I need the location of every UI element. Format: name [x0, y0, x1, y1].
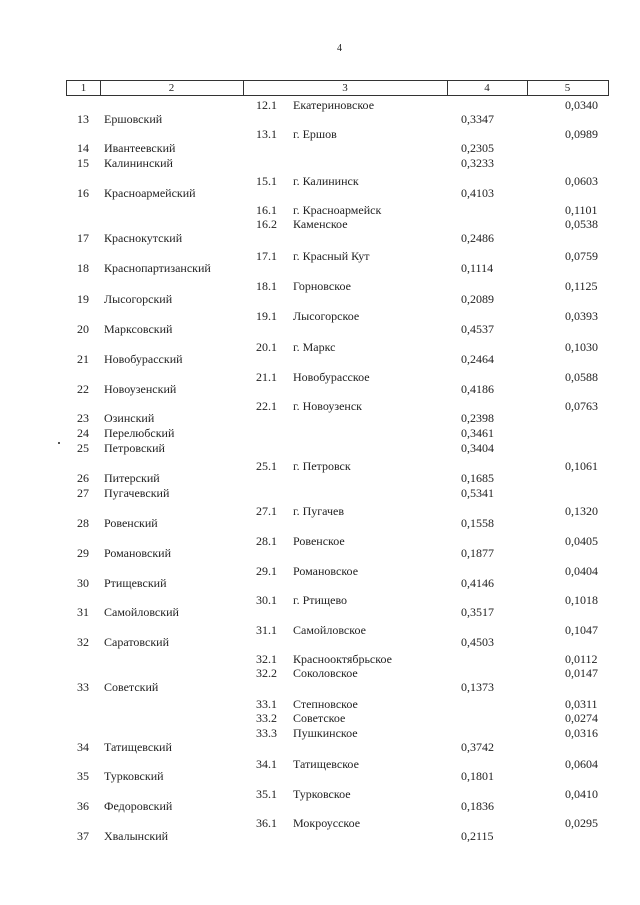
settlement-coefficient: 0,1061 [565, 459, 598, 473]
header-col-2: 2 [168, 82, 175, 94]
district-name: Краснокутский [104, 231, 183, 245]
district-coefficient: 0,5341 [461, 486, 494, 500]
settlement-coefficient: 0,0989 [565, 127, 598, 141]
district-name: Пугачевский [104, 486, 170, 500]
district-coefficient: 0,3404 [461, 441, 494, 455]
district-number: 14 [77, 141, 89, 155]
settlement-number: 31.1 [256, 623, 277, 637]
settlement-name: Екатериновское [293, 98, 375, 112]
district-coefficient: 0,2398 [461, 411, 494, 425]
settlement-coefficient: 0,0405 [565, 534, 598, 548]
scan-speck [58, 442, 60, 444]
district-number: 34 [77, 740, 89, 754]
settlement-name: г. Красноармейск [293, 203, 382, 217]
settlement-coefficient: 0,0404 [565, 564, 598, 578]
settlement-name: Самойловское [293, 623, 366, 637]
settlement-name: Татищевское [293, 757, 359, 771]
district-name: Озинский [104, 411, 155, 425]
district-number: 30 [77, 576, 89, 590]
district-number: 20 [77, 322, 89, 336]
settlement-name: г. Ершов [293, 127, 337, 141]
settlement-number: 16.1 [256, 203, 277, 217]
district-name: Федоровский [104, 799, 173, 813]
settlement-number: 15.1 [256, 174, 277, 188]
settlement-coefficient: 0,0604 [565, 757, 598, 771]
settlement-number: 33.2 [256, 711, 277, 725]
settlement-name: г. Калининск [293, 174, 359, 188]
district-coefficient: 0,1373 [461, 680, 494, 694]
settlement-coefficient: 0,1320 [565, 504, 598, 518]
settlement-number: 33.3 [256, 726, 277, 740]
district-number: 26 [77, 471, 89, 485]
district-name: Петровский [104, 441, 165, 455]
settlement-name: Соколовское [293, 666, 358, 680]
settlement-coefficient: 0,0393 [565, 309, 598, 323]
settlement-name: Пушкинское [293, 726, 358, 740]
settlement-name: Краснооктябрьское [293, 652, 392, 666]
settlement-name: г. Петровск [293, 459, 351, 473]
settlement-number: 28.1 [256, 534, 277, 548]
settlement-number: 22.1 [256, 399, 277, 413]
header-col-4: 4 [484, 82, 490, 94]
settlement-number: 25.1 [256, 459, 277, 473]
district-coefficient: 0,3461 [461, 426, 494, 440]
district-coefficient: 0,2089 [461, 292, 494, 306]
district-number: 22 [77, 382, 89, 396]
district-coefficient: 0,2486 [461, 231, 494, 245]
district-name: Новоузенский [104, 382, 177, 396]
district-number: 36 [77, 799, 89, 813]
district-name: Ивантеевский [104, 141, 176, 155]
settlement-number: 16.2 [256, 217, 277, 231]
settlement-coefficient: 0,1101 [565, 203, 598, 217]
district-number: 18 [77, 261, 89, 275]
district-number: 13 [77, 112, 89, 126]
settlement-number: 34.1 [256, 757, 277, 771]
settlement-number: 29.1 [256, 564, 277, 578]
district-number: 29 [77, 546, 89, 560]
district-number: 25 [77, 441, 89, 455]
settlement-name: Лысогорское [293, 309, 360, 323]
page-number: 4 [337, 43, 342, 54]
settlement-name: г. Ртищево [293, 593, 348, 607]
settlement-coefficient: 0,0316 [565, 726, 598, 740]
settlement-number: 21.1 [256, 370, 277, 384]
district-number: 16 [77, 186, 89, 200]
header-col-5: 5 [564, 82, 571, 94]
district-number: 21 [77, 352, 89, 366]
district-coefficient: 0,2464 [461, 352, 494, 366]
district-number: 37 [77, 829, 89, 843]
settlement-number: 32.1 [256, 652, 277, 666]
district-name: Самойловский [104, 605, 179, 619]
district-name: Перелюбский [104, 426, 175, 440]
district-name: Марксовский [104, 322, 173, 336]
district-number: 28 [77, 516, 89, 530]
settlement-coefficient: 0,1125 [565, 279, 598, 293]
settlement-name: Каменское [293, 217, 348, 231]
district-number: 23 [77, 411, 89, 425]
district-number: 35 [77, 769, 89, 783]
settlement-coefficient: 0,1018 [565, 593, 598, 607]
settlement-name: Горновское [293, 279, 351, 293]
settlement-coefficient: 0,0147 [565, 666, 598, 680]
settlement-coefficient: 0,0410 [565, 787, 598, 801]
settlement-coefficient: 0,0763 [565, 399, 598, 413]
district-name: Хвалынский [104, 829, 169, 843]
district-number: 15 [77, 156, 89, 170]
district-coefficient: 0,1877 [461, 546, 494, 560]
settlement-name: Советское [293, 711, 346, 725]
district-name: Ершовский [104, 112, 163, 126]
district-coefficient: 0,3517 [461, 605, 494, 619]
district-name: Ровенский [104, 516, 158, 530]
settlement-name: г. Красный Кут [293, 249, 370, 263]
settlement-number: 32.2 [256, 666, 277, 680]
settlement-number: 30.1 [256, 593, 277, 607]
settlement-coefficient: 0,0295 [565, 816, 598, 830]
settlement-number: 17.1 [256, 249, 277, 263]
district-name: Советский [104, 680, 159, 694]
district-number: 32 [77, 635, 89, 649]
district-coefficient: 0,1114 [461, 261, 494, 275]
district-coefficient: 0,4103 [461, 186, 494, 200]
settlement-number: 19.1 [256, 309, 277, 323]
settlement-number: 20.1 [256, 340, 277, 354]
district-number: 33 [77, 680, 89, 694]
district-coefficient: 0,3233 [461, 156, 494, 170]
settlement-coefficient: 0,0759 [565, 249, 598, 263]
settlement-name: г. Новоузенск [293, 399, 363, 413]
settlement-number: 18.1 [256, 279, 277, 293]
district-coefficient: 0,4503 [461, 635, 494, 649]
district-name: Новобурасский [104, 352, 183, 366]
district-coefficient: 0,1685 [461, 471, 494, 485]
district-name: Красноармейский [104, 186, 196, 200]
settlement-number: 12.1 [256, 98, 277, 112]
settlement-coefficient: 0,0538 [565, 217, 598, 231]
district-name: Калининский [104, 156, 173, 170]
district-name: Краснопартизанский [104, 261, 211, 275]
table-header [66, 80, 609, 96]
settlement-name: Степновское [293, 697, 358, 711]
settlement-name: Новобурасское [293, 370, 370, 384]
district-coefficient: 0,1836 [461, 799, 494, 813]
district-name: Татищевский [104, 740, 172, 754]
district-name: Питерский [104, 471, 160, 485]
district-name: Саратовский [104, 635, 170, 649]
district-coefficient: 0,2115 [461, 829, 494, 843]
settlement-name: г. Пугачев [293, 504, 345, 518]
district-number: 27 [77, 486, 89, 500]
district-coefficient: 0,2305 [461, 141, 494, 155]
district-coefficient: 0,4537 [461, 322, 494, 336]
district-coefficient: 0,4186 [461, 382, 494, 396]
settlement-coefficient: 0,0340 [565, 98, 598, 112]
district-coefficient: 0,4146 [461, 576, 494, 590]
district-name: Ртищевский [104, 576, 167, 590]
district-number: 31 [77, 605, 89, 619]
header-col-3: 3 [342, 82, 348, 94]
settlement-name: г. Маркс [293, 340, 336, 354]
settlement-coefficient: 0,0311 [565, 697, 598, 711]
settlement-coefficient: 0,0603 [565, 174, 598, 188]
settlement-name: Ровенское [293, 534, 345, 548]
settlement-name: Турковское [293, 787, 351, 801]
settlement-number: 27.1 [256, 504, 277, 518]
district-name: Романовский [104, 546, 172, 560]
district-number: 17 [77, 231, 89, 245]
district-coefficient: 0,3742 [461, 740, 494, 754]
settlement-number: 36.1 [256, 816, 277, 830]
settlement-name: Мокроусское [293, 816, 361, 830]
settlement-number: 33.1 [256, 697, 277, 711]
district-number: 24 [77, 426, 89, 440]
settlement-coefficient: 0,1030 [565, 340, 598, 354]
header-col-1: 1 [80, 82, 87, 94]
settlement-coefficient: 0,0274 [565, 711, 598, 725]
district-number: 19 [77, 292, 89, 306]
settlement-number: 13.1 [256, 127, 277, 141]
district-coefficient: 0,1801 [461, 769, 494, 783]
settlement-number: 35.1 [256, 787, 277, 801]
district-name: Лысогорский [104, 292, 173, 306]
district-coefficient: 0,3347 [461, 112, 494, 126]
settlement-coefficient: 0,0112 [565, 652, 598, 666]
settlement-coefficient: 0,1047 [565, 623, 598, 637]
district-name: Турковский [104, 769, 164, 783]
district-coefficient: 0,1558 [461, 516, 494, 530]
settlement-name: Романовское [293, 564, 359, 578]
settlement-coefficient: 0,0588 [565, 370, 598, 384]
